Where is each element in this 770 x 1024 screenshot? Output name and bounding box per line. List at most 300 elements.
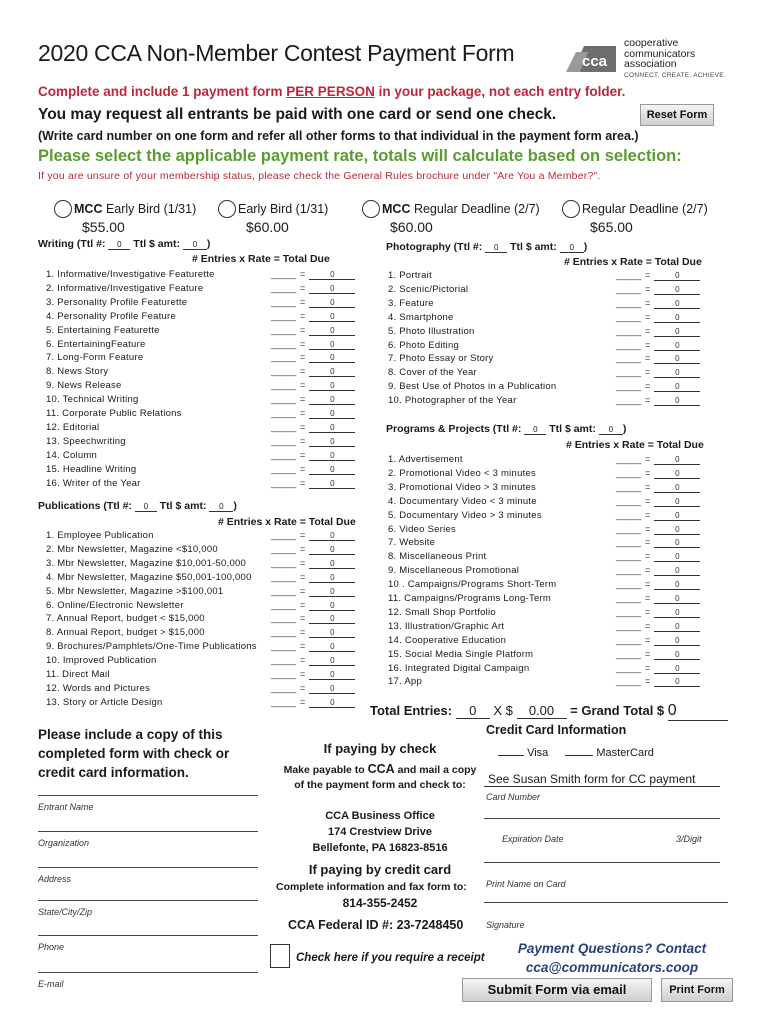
entry-row: _____ = 0 [616,270,700,281]
total-due-field[interactable]: 0 [654,664,700,674]
entrant-field-line[interactable] [38,831,258,832]
total-due-field[interactable]: 0 [309,367,355,377]
entries-field[interactable]: _____ [271,696,297,707]
entry-category: 16. Writer of the Year [46,477,141,489]
entry-category: 3. Feature [388,297,434,309]
total-due-field[interactable]: 0 [654,469,700,479]
entry-category: 13. Illustration/Graphic Art [388,620,505,632]
entries-field[interactable]: _____ [616,551,642,562]
total-due-field[interactable]: 0 [654,525,700,535]
entries-field[interactable]: _____ [271,352,297,363]
rate-radio[interactable] [54,200,72,218]
publications-total-count[interactable]: 0 [135,502,157,512]
entry-category: 11. Campaigns/Programs Long-Term [388,593,552,604]
entry-row: _____ = 0 [616,284,700,295]
entry-category: 1. Informative/Investigative Featurette [46,269,215,280]
writing-total-amount[interactable]: 0 [183,240,207,250]
total-due-field[interactable]: 0 [654,650,700,660]
entries-field[interactable]: _____ [271,435,297,446]
entries-field[interactable]: _____ [271,449,297,460]
instruction-select-rate: Please select the applicable payment rate, totals will calculate based on selection: [38,147,682,165]
entrant-field-line[interactable] [38,795,258,796]
entries-field[interactable]: _____ [271,463,297,474]
photography-total-amount[interactable]: 0 [560,243,584,253]
entry-row: _____ = 0 [616,353,700,364]
entry-category: 10. Technical Writing [46,394,139,406]
rate-radio[interactable] [362,200,380,218]
logo-tagline: CONNECT. CREATE. ACHIEVE. [624,72,727,79]
svg-text:cca: cca [582,53,608,70]
entry-category: 2. Informative/Investigative Feature [46,282,204,294]
writing-heading: Writing (Ttl #: 0 Ttl $ amt: 0 ) [38,238,211,250]
entries-field[interactable]: _____ [616,467,642,478]
total-due-field[interactable]: 0 [309,451,355,461]
card-type-options: Visa MasterCard [498,747,654,759]
entries-field[interactable]: _____ [616,509,642,520]
entry-category: 5. Photo Illustration [388,325,475,337]
entry-category: 15. Headline Writing [46,463,137,475]
entry-category: 5. Documentary Video > 3 minutes [388,509,542,521]
total-due-field[interactable]: 0 [654,483,700,493]
total-due-field[interactable]: 0 [654,622,700,632]
rate-price: $55.00 [82,219,125,235]
check-title: If paying by check [323,741,437,756]
total-due-field[interactable]: 0 [309,587,355,597]
entry-category: 12. Small Shop Portfolio [388,606,496,618]
entry-row: _____ = 0 [616,579,700,590]
rate-price: $60.00 [246,219,289,235]
entry-category: 5. Entertaining Featurette [46,324,160,336]
rate-label: Regular Deadline (2/7) [582,202,708,216]
cc-info-title: Credit Card Information [486,723,627,737]
check-mail: of the payment form and check to: [294,779,466,791]
entry-row: _____ = 0 [271,544,355,555]
print-name-label: Print Name on Card [486,879,566,889]
entries-field[interactable]: _____ [271,282,297,293]
reset-form-button[interactable]: Reset Form [640,104,714,126]
entry-category: 4. Smartphone [388,311,454,323]
entry-row: _____ = 0 [616,482,700,493]
total-due-field[interactable]: 0 [309,326,355,336]
entry-category: 3. Personality Profile Featurette [46,296,188,308]
total-due-field[interactable]: 0 [654,271,700,281]
grand-total-field[interactable]: 0 [668,702,728,721]
total-due-field[interactable]: 0 [654,382,700,392]
entry-category: 4. Personality Profile Feature [46,310,177,322]
entries-field[interactable]: _____ [616,283,642,294]
publications-total-amount[interactable]: 0 [209,502,233,512]
entry-category: 16. Integrated Digital Campaign [388,662,530,674]
entry-category: 15. Social Media Single Platform [388,648,534,660]
entry-row: _____ = 0 [271,683,355,694]
entries-field[interactable]: _____ [271,421,297,432]
expiration-field[interactable] [484,818,720,819]
entry-category: 7. Annual Report, budget < $15,000 [46,613,205,625]
entry-row: _____ = 0 [616,635,700,646]
entries-field[interactable]: _____ [271,543,297,554]
entry-category: 8. News Story [46,366,109,378]
photography-column-header: # Entries x Rate = Total Due [564,256,702,268]
publications-heading: Publications (Ttl #: 0 Ttl $ amt: 0 ) [38,500,237,512]
entry-row: _____ = 0 [616,537,700,548]
entries-field[interactable]: _____ [616,495,642,506]
entry-row: _____ = 0 [616,454,700,465]
entry-category: 11. Direct Mail [46,669,110,680]
entry-category: 11. Corporate Public Relations [46,408,182,419]
receipt-checkbox[interactable] [270,944,290,968]
entry-row: _____ = 0 [271,655,355,666]
entries-field[interactable]: _____ [271,380,297,391]
entries-field[interactable]: _____ [271,366,297,377]
entry-row: _____ = 0 [616,395,700,406]
entries-field[interactable]: _____ [271,655,297,666]
entry-category: 2. Mbr Newsletter, Magazine <$10,000 [46,543,218,555]
entry-row: _____ = 0 [271,478,355,489]
total-due-field[interactable]: 0 [309,353,355,363]
entry-row: _____ = 0 [271,339,355,350]
entry-category: 10. Photographer of the Year [388,395,517,407]
entry-row: _____ = 0 [616,593,700,604]
entrant-field-line[interactable] [38,900,258,901]
page-title: 2020 CCA Non-Member Contest Payment Form [38,40,515,66]
entry-category: 13. Speechwriting [46,435,126,447]
entries-field[interactable]: _____ [616,648,642,659]
entry-row: _____ = 0 [271,311,355,322]
contact-email[interactable]: cca@communicators.coop [525,960,699,975]
print-form-button[interactable]: Print Form [661,978,733,1002]
entry-category: 1. Employee Publication [46,530,154,541]
entry-row: _____ = 0 [616,621,700,632]
entries-field[interactable]: _____ [616,579,642,590]
entries-field[interactable]: _____ [616,634,642,645]
programs-total-count[interactable]: 0 [524,425,546,435]
total-due-field[interactable]: 0 [654,566,700,576]
entry-category: 6. EntertainingFeature [46,338,146,350]
total-due-field[interactable]: 0 [309,531,355,541]
entry-category: 13. Story or Article Design [46,696,163,708]
entry-category: 10. Improved Publication [46,655,157,667]
entry-row: _____ = 0 [616,565,700,576]
entries-field[interactable]: _____ [271,296,297,307]
total-due-field[interactable]: 0 [309,656,355,666]
entry-category: 9. News Release [46,380,122,392]
entry-category: 9. Best Use of Photos in a Publication [388,381,557,393]
total-due-field[interactable]: 0 [309,395,355,405]
entry-row: _____ = 0 [271,422,355,433]
entry-row: _____ = 0 [616,551,700,562]
entries-field[interactable]: _____ [271,408,297,418]
entries-field[interactable]: _____ [271,269,297,279]
entries-field[interactable]: _____ [271,477,297,488]
total-due-field[interactable]: 0 [309,670,355,680]
entries-field[interactable]: _____ [271,557,297,568]
total-due-field[interactable]: 0 [654,538,700,548]
entry-category: 7. Photo Essay or Story [388,353,494,365]
entry-category: 2. Scenic/Pictorial [388,283,469,295]
entry-category: 9. Brochures/Pamphlets/One-Time Publications [46,641,257,653]
include-copy-note: Please include a copy of this completed form with check or credit card information. [38,727,230,780]
entries-field[interactable]: _____ [616,606,642,617]
total-due-field[interactable]: 0 [654,396,700,406]
entries-field[interactable]: _____ [616,353,642,364]
payment-questions: Payment Questions? Contact [517,941,707,956]
entry-category: 6. Video Series [388,523,457,535]
entry-row: _____ = 0 [271,464,355,475]
card-fax-instruction: Complete information and fax form to: [276,881,467,893]
entries-field[interactable]: _____ [616,676,642,687]
total-due-field[interactable]: 0 [309,684,355,694]
entry-row: _____ = 0 [271,627,355,638]
total-due-field[interactable]: 0 [654,354,700,364]
print-name-line[interactable] [484,862,720,863]
entry-category: 12. Words and Pictures [46,682,151,694]
entry-row: _____ = 0 [616,298,700,309]
entry-row: _____ = 0 [271,697,355,708]
entries-field[interactable]: _____ [271,530,297,540]
entries-field[interactable]: _____ [616,325,642,336]
totals-row: Total Entries: 0 X $ 0.00 = Grand Total $ 0 [370,702,728,721]
total-due-field[interactable]: 0 [309,559,355,569]
submit-email-button[interactable]: Submit Form via email [462,978,652,1002]
entry-row: _____ = 0 [271,586,355,597]
entry-row: _____ = 0 [271,669,355,680]
photography-heading: Photography (Ttl #: 0 Ttl $ amt: 0 ) [386,241,588,253]
instruction-membership: If you are unsure of your membership status, please check the General Rules brochure under "Are You a Member?". [38,170,601,182]
entry-category: 1. Portrait [388,270,432,281]
total-due-field[interactable]: 0 [309,312,355,322]
total-due-field[interactable]: 0 [309,614,355,624]
total-due-field[interactable]: 0 [654,580,700,590]
publications-column-header: # Entries x Rate = Total Due [218,516,356,528]
total-due-field[interactable]: 0 [309,409,355,419]
writing-column-header: # Entries x Rate = Total Due [192,253,330,265]
rate-price: $60.00 [390,219,433,235]
entry-row: _____ = 0 [271,613,355,624]
entrant-field-label: State/City/Zip [38,907,93,917]
entry-row: _____ = 0 [271,450,355,461]
entry-row: _____ = 0 [271,352,355,363]
total-due-field[interactable]: 0 [654,313,700,323]
signature-field[interactable] [484,902,728,903]
entry-category: 14. Cooperative Education [388,634,507,646]
entry-row: _____ = 0 [271,394,355,405]
expiration-label: Expiration Date [502,834,564,844]
entry-category: 1. Advertisement [388,454,463,465]
entry-category: 12. Editorial [46,421,100,433]
total-due-field[interactable]: 0 [654,327,700,337]
total-due-field[interactable]: 0 [654,594,700,604]
entries-field[interactable]: _____ [616,454,642,464]
entrant-field-line[interactable] [38,972,258,973]
total-due-field[interactable]: 0 [654,511,700,521]
total-due-field[interactable]: 0 [309,340,355,350]
entry-category: 6. Online/Electronic Newsletter [46,599,184,611]
entry-row: _____ = 0 [271,558,355,569]
entries-field[interactable]: _____ [616,297,642,308]
total-entries-field[interactable]: 0 [456,703,490,719]
total-due-field[interactable]: 0 [309,573,355,583]
entry-row: _____ = 0 [616,496,700,507]
entries-field[interactable]: _____ [616,311,642,322]
entry-row: _____ = 0 [271,297,355,308]
entry-row: _____ = 0 [271,408,355,419]
total-due-field[interactable]: 0 [654,497,700,507]
entries-field[interactable]: _____ [616,395,642,406]
total-due-field[interactable]: 0 [309,381,355,391]
entries-field[interactable]: _____ [271,394,297,405]
total-due-field[interactable]: 0 [654,299,700,309]
entry-row: _____ = 0 [616,676,700,687]
cca-logo-mark [566,42,616,76]
mastercard-field[interactable] [565,755,593,756]
federal-id: CCA Federal ID #: 23-7248450 [288,918,464,932]
entry-row: _____ = 0 [616,649,700,660]
rate-label: Early Bird (1/31) [238,202,329,216]
receipt-label: Check here if you require a receipt [296,952,485,964]
total-due-field[interactable]: 0 [654,608,700,618]
entrant-field-label: Organization [38,838,90,848]
total-due-field[interactable]: 0 [654,285,700,295]
entry-category: 4. Documentary Video < 3 minute [388,495,537,507]
total-due-field[interactable]: 0 [309,298,355,308]
entries-field[interactable]: _____ [271,324,297,335]
entry-category: 7. Website [388,537,436,549]
entry-row: _____ = 0 [271,530,355,541]
entries-field[interactable]: _____ [616,481,642,492]
entry-row: _____ = 0 [616,468,700,479]
total-due-field[interactable]: 0 [309,270,355,280]
entries-field[interactable]: _____ [616,537,642,548]
entries-field[interactable]: _____ [616,339,642,350]
total-due-field[interactable]: 0 [309,628,355,638]
total-due-field[interactable]: 0 [309,479,355,489]
total-due-field[interactable]: 0 [654,552,700,562]
entries-field[interactable]: _____ [616,367,642,378]
entry-row: _____ = 0 [271,600,355,611]
digit-label: 3/Digit [676,834,702,844]
entry-category: 2. Promotional Video < 3 minutes [388,467,537,479]
programs-column-header: # Entries x Rate = Total Due [566,439,704,451]
total-due-field[interactable]: 0 [654,455,700,465]
programs-total-amount[interactable]: 0 [599,425,623,435]
check-payable: Make payable to CCA and mail a copy [283,762,477,776]
instruction-card-number: (Write card number on one form and refer all other forms to that individual in the payment form area.) [38,129,639,143]
rate-radio[interactable] [562,200,580,218]
rate-label: MCC Early Bird (1/31) [74,202,197,216]
entry-category: 3. Mbr Newsletter, Magazine $10,001-50,000 [46,557,247,569]
total-due-field[interactable]: 0 [654,677,700,687]
entries-field[interactable]: _____ [271,585,297,596]
entries-field[interactable]: _____ [616,565,642,576]
total-due-field[interactable]: 0 [309,423,355,433]
entry-row: _____ = 0 [616,381,700,392]
rate-field[interactable]: 0.00 [517,703,567,719]
entries-field[interactable]: _____ [616,381,642,392]
entry-category: 6. Photo Editing [388,339,460,351]
entry-row: _____ = 0 [616,367,700,378]
entry-category: 8. Miscellaneous Print [388,551,487,563]
entry-row: _____ = 0 [271,436,355,447]
entries-field[interactable]: _____ [271,627,297,638]
entry-row: _____ = 0 [271,380,355,391]
entry-row: _____ = 0 [271,283,355,294]
entry-row: _____ = 0 [271,572,355,583]
entrant-field-label: Phone [38,942,65,952]
entry-category: 17. App [388,676,422,688]
entry-category: 4. Mbr Newsletter, Magazine $50,001-100,000 [46,571,252,583]
entries-field[interactable]: _____ [271,641,297,652]
entry-category: 8. Cover of the Year [388,367,477,379]
total-due-field[interactable]: 0 [309,698,355,708]
visa-field[interactable] [498,755,524,756]
entry-category: 9. Miscellaneous Promotional [388,565,520,577]
entry-row: _____ = 0 [616,312,700,323]
entry-row: _____ = 0 [616,607,700,618]
fax-number: 814-355-2452 [342,896,418,910]
entry-row: _____ = 0 [616,510,700,521]
business-address: CCA Business Office 174 Crestview Drive Bellefonte, PA 16823-8516 [312,810,448,854]
entries-field[interactable]: _____ [616,523,642,534]
entrant-field-label: Address [38,874,72,884]
entrant-field-line[interactable] [38,867,258,868]
total-due-field[interactable]: 0 [309,437,355,447]
photography-total-count[interactable]: 0 [485,243,507,253]
entrant-field-line[interactable] [38,935,258,936]
entries-field[interactable]: _____ [271,571,297,582]
total-due-field[interactable]: 0 [309,642,355,652]
entry-category: 14. Column [46,449,98,461]
total-due-field[interactable]: 0 [654,636,700,646]
logo-wordmark: cooperative communicators association [624,37,696,70]
programs-heading: Programs & Projects (Ttl #: 0 Ttl $ amt: 0 ) [386,423,627,435]
total-due-field[interactable]: 0 [309,545,355,555]
entries-field[interactable]: _____ [271,338,297,349]
card-title: If paying by credit card [308,862,452,877]
card-number-field[interactable]: See Susan Smith form for CC payment [484,772,720,787]
total-due-field[interactable]: 0 [309,465,355,475]
entries-field[interactable]: _____ [271,613,297,624]
entry-category: 7. Long-Form Feature [46,352,144,364]
writing-total-count[interactable]: 0 [108,240,130,250]
card-number-label: Card Number [486,792,541,802]
rate-label: MCC Regular Deadline (2/7) [382,202,540,216]
signature-label: Signature [486,920,525,930]
entry-row: _____ = 0 [616,340,700,351]
entry-row: _____ = 0 [271,269,355,280]
entry-category: 3. Promotional Video > 3 minutes [388,481,537,493]
total-due-field[interactable]: 0 [309,284,355,294]
entry-row: _____ = 0 [616,524,700,535]
entries-field[interactable]: _____ [616,270,642,280]
entries-field[interactable]: _____ [271,310,297,321]
rate-price: $65.00 [590,219,633,235]
entries-field[interactable]: _____ [616,662,642,673]
entry-row: _____ = 0 [271,641,355,652]
total-due-field[interactable]: 0 [654,341,700,351]
entry-row: _____ = 0 [616,663,700,674]
entries-field[interactable]: _____ [271,599,297,610]
entries-field[interactable]: _____ [271,669,297,679]
total-due-field[interactable]: 0 [309,601,355,611]
total-due-field[interactable]: 0 [654,368,700,378]
entries-field[interactable]: _____ [616,620,642,631]
cca-logo [566,38,736,80]
rate-radio[interactable] [218,200,236,218]
entries-field[interactable]: _____ [616,593,642,603]
entry-row: _____ = 0 [271,325,355,336]
entrant-field-label: Entrant Name [38,802,94,812]
entries-field[interactable]: _____ [271,682,297,693]
